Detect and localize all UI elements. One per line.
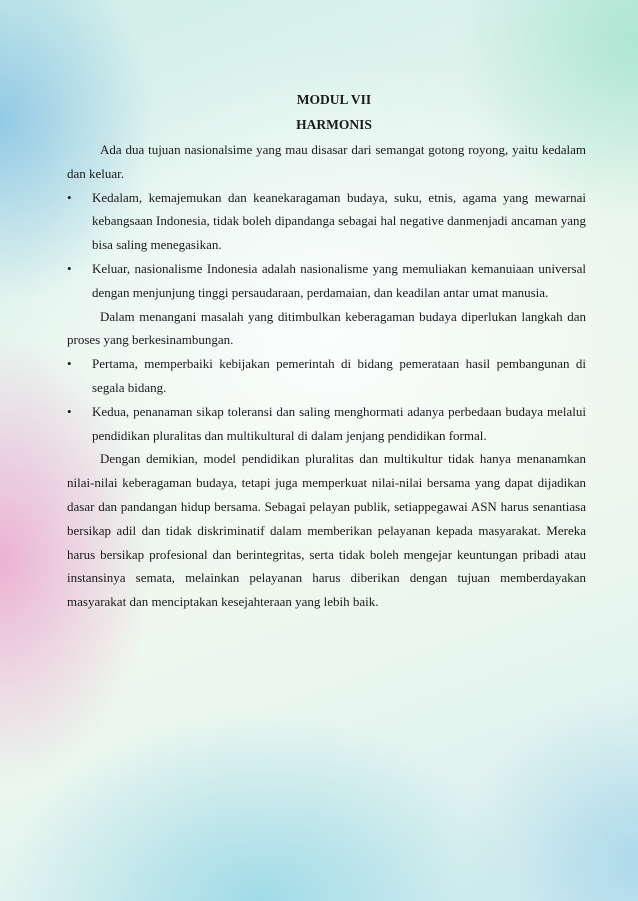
module-title: MODUL VII <box>296 92 372 107</box>
list-item-text: Keluar, nasionalisme Indonesia adalah nasionalisme yang memuliakan kemanuiaan universal dengan menjunjung tinggi persaudaraan, perdamaian, dan keadilan antar umat manusia. <box>92 260 586 300</box>
document-body <box>67 138 586 614</box>
list-item <box>67 352 586 400</box>
list-item <box>67 257 586 305</box>
list-item <box>67 400 586 448</box>
paragraph-intro: Ada dua tujuan nasionalsime yang mau disasar dari semangat gotong royong, yaitu kedalam dan keluar. <box>67 142 586 181</box>
list-item-text: Kedua, penanaman sikap toleransi dan saling menghormati adanya perbedaan budaya melalui pendidikan pluralitas dan multikultural di dalam jenjang pendidikan formal. <box>92 403 586 443</box>
list-item-text: Kedalam, kemajemukan dan keanekaragaman budaya, suku, etnis, agama yang mewarnai kebangsaan Indonesia, tidak boleh dipandanga sebagai hal negative danmenjadi ancaman yang bisa saling menegasikan. <box>92 189 586 253</box>
paragraph-conclusion: Dengan demikian, model pendidikan pluralitas dan multikultur tidak hanya menanamkan nilai-nilai keberagaman budaya, tetapi juga memperkuat nilai-nilai bersama yang dapat dijadikan dasar dan pandangan hidup bersama. Sebagai pelayan publik, setiappegawai ASN harus senantiasa bersikap adil dan tidak diskriminatif dalam memberikan pelayanan kepada masyarakat. Mereka harus bersikap profesional dan berintegritas, serta tidak boleh mengejar keuntungan pribadi atau instansinya semata, melainkan pelayanan harus diberikan dengan tujuan memberdayakan masyarakat dan menciptakan kesejahteraan yang lebih baik. <box>67 451 586 610</box>
bullet-icon: • <box>67 356 72 372</box>
list-item-text: Pertama, memperbaiki kebijakan pemerintah di bidang pemerataan hasil pembangunan di segala bidang. <box>92 356 586 395</box>
list-item <box>67 186 586 257</box>
bullet-icon: • <box>67 260 72 276</box>
paragraph-handling: Dalam menangani masalah yang ditimbulkan keberagaman budaya diperlukan langkah dan proses yang berkesinambungan. <box>67 308 586 348</box>
module-subtitle: HARMONIS <box>296 117 372 132</box>
bullet-icon: • <box>67 189 72 205</box>
bullet-icon: • <box>67 403 72 419</box>
